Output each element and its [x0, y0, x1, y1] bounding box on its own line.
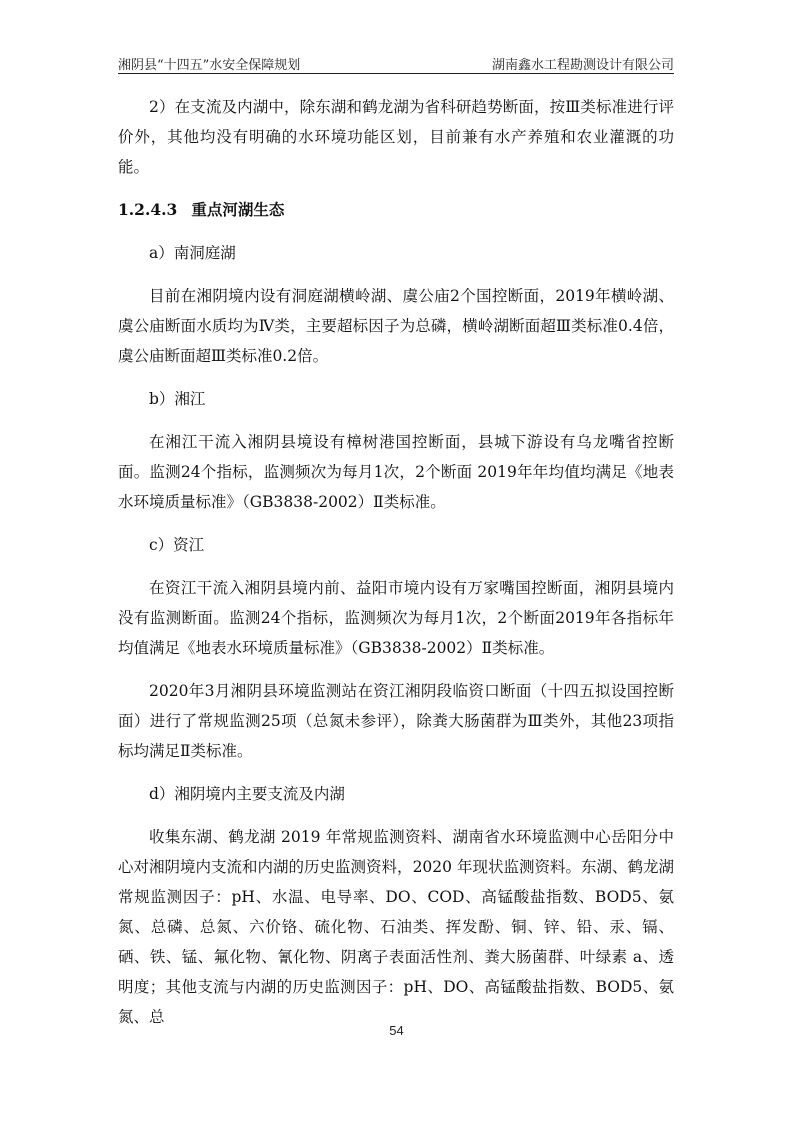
paragraph-xiang-river: 在湘江干流入湘阴县境设有樟树港国控断面，县城下游设有乌龙嘴省控断面。监测24个指标，监测频次为每月1次，2个断面 2019年年均值均满足《地表水环境质量标准》（GB3838-2002）Ⅱ类标准。 [118, 433, 674, 511]
header-company-name: 湖南鑫水工程勘测设计有限公司 [491, 58, 674, 73]
header-rule [118, 73, 674, 74]
paragraph-zi-river-monitoring: 在资江干流入湘阴县境内前、益阳市境内设有万家嘴国控断面，湘阴县境内没有监测断面。监测24个指标，监测频次为每月1次，2个断面2019年各指标年均值满足《地表水环境质量标准》（GB3838-2002）Ⅱ类标准。 [118, 579, 674, 657]
page-number: 54 [389, 1023, 404, 1038]
section-number: 1.2.4.3 [118, 200, 178, 219]
section-title: 重点河湖生态 [191, 200, 285, 219]
header-document-title: 湘阴县“十四五”水安全保障规划 [118, 58, 301, 73]
paragraph-south-dongting-lake: 目前在湘阴境内设有洞庭湖横岭湖、虞公庙2个国控断面，2019年横岭湖、虞公庙断面水质均为Ⅳ类，主要超标因子为总磷，横岭湖断面超Ⅲ类标准0.4倍，虞公庙断面超Ⅲ类标准0.2倍。 [118, 287, 674, 365]
subheading-tributaries: d）湘阴境内主要支流及内湖 [149, 785, 345, 803]
paragraph-zi-river-2020: 2020年3月湘阴县环境监测站在资江湘阴段临资口断面（十四五拟设国控断面）进行了常规监测25项（总氮未参评），除粪大肠菌群为Ⅲ类外，其他23项指标均满足Ⅱ类标准。 [118, 682, 674, 760]
page-content [118, 92, 674, 1045]
paragraph-tributaries-inner-lakes: 2）在支流及内湖中，除东湖和鹤龙湖为省科研趋势断面，按Ⅲ类标准进行评价外，其他均没有明确的水环境功能区划，目前兼有水产养殖和农业灌溉的功能。 [118, 98, 674, 176]
page-header [118, 52, 674, 74]
section-heading [118, 195, 674, 225]
subheading-zi-river: c）资江 [149, 536, 205, 554]
subheading-xiang-river: b）湘江 [149, 390, 206, 408]
subheading-south-dongting-lake: a）南洞庭湖 [149, 244, 236, 262]
paragraph-tributaries-monitoring: 收集东湖、鹤龙湖 2019 年常规监测资料、湖南省水环境监测中心岳阳分中心对湘阴境内支流和内湖的历史监测资料，2020 年现状监测资料。东湖、鹤龙湖常规监测因子：pH、水温、电导率、DO、COD、高锰酸盐指数、BOD5、氨氮、总磷、总氮、六价铬、硫化物、石油类、挥发酚、铜、锌、铅、汞、镉、硒、铁、锰、氟化物、氰化物、阴离子表面活性剂、粪大肠菌群、叶绿素 a、透明度；其他支流与内湖的历史监测因子：pH、DO、高锰酸盐指数、BOD5、氨氮、总 [118, 828, 675, 1026]
